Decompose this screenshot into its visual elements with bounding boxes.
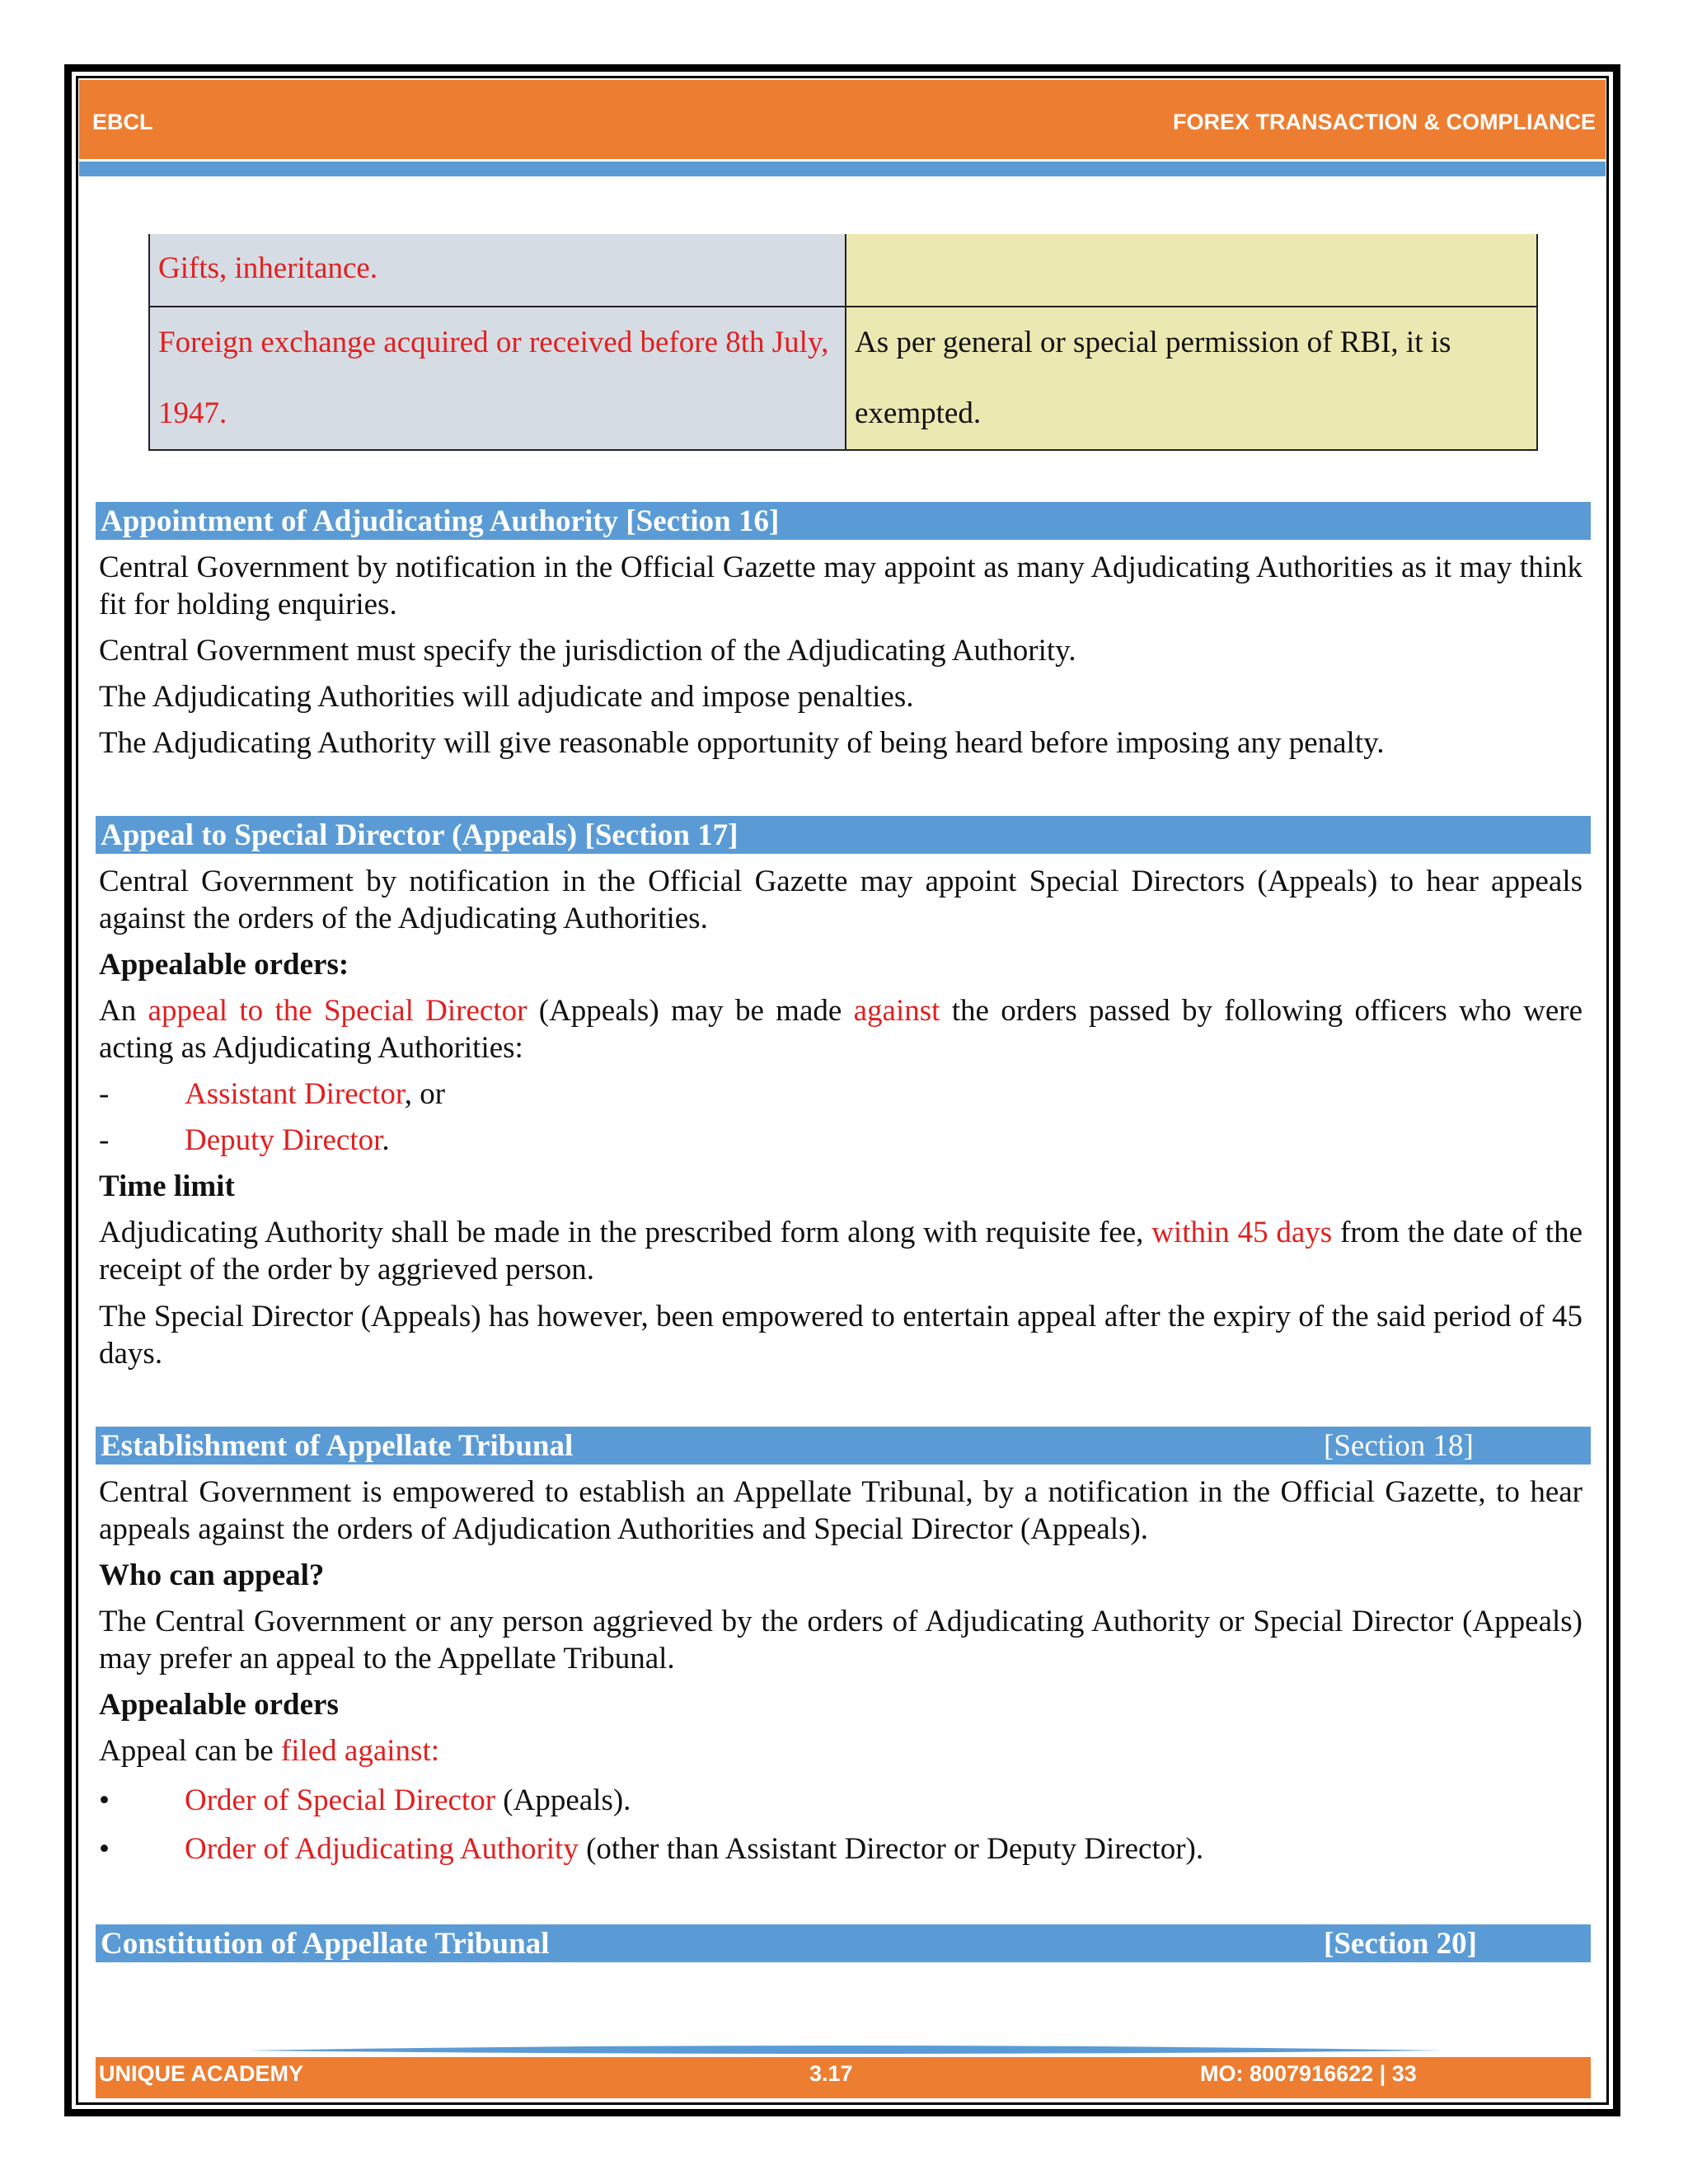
subheading-appealable-orders: Appealable orders: [99, 1688, 339, 1722]
section-title: Constitution of Appellate Tribunal: [101, 1927, 550, 1961]
highlight-text: Assistant Director: [185, 1077, 405, 1111]
section-title: Appeal to Special Director (Appeals) [Section 17]: [101, 818, 738, 852]
table-row: [149, 234, 1537, 307]
page-header: [79, 80, 1606, 159]
text-run: Adjudicating Authority shall be made in the prescribed form along with requisite fee,: [99, 1216, 1152, 1249]
paragraph: Central Government by notification in the Official Gazette may appoint as many Adjudicating Authorities as it may think fit for holding enquiries.: [99, 551, 1582, 621]
paragraph: [99, 1214, 1582, 1288]
subheading-who-can-appeal: Who can appeal?: [99, 1558, 325, 1592]
subheading-time-limit: Time limit: [99, 1169, 235, 1203]
paragraph: [99, 1732, 1582, 1769]
table-cell: Foreign exchange acquired or received before 8th July, 1947.: [149, 307, 846, 450]
header-stripe: [79, 162, 1606, 176]
paragraph: The Special Director (Appeals) has however, been empowered to entertain appeal after the expiry of the said period of 45 days.: [99, 1300, 1582, 1371]
paragraph: [99, 992, 1582, 1066]
text-run: An: [99, 994, 148, 1028]
highlight-text: against: [853, 994, 940, 1028]
highlight-text: Order of Adjudicating Authority: [185, 1832, 579, 1866]
footer-academy-name: UNIQUE ACADEMY: [99, 2061, 304, 2086]
highlight-text: Deputy Director: [185, 1123, 382, 1157]
section-20-heading: [96, 1924, 1591, 1962]
exemption-table: [148, 234, 1538, 451]
paragraph: The Adjudicating Authorities will adjudicate and impose penalties.: [99, 680, 914, 714]
text-run: (Appeals).: [495, 1783, 631, 1817]
footer-swoosh: [247, 2039, 1442, 2055]
section-reference: [Section 18]: [1324, 1429, 1474, 1463]
section-title: Appointment of Adjudicating Authority [Section 16]: [101, 504, 780, 538]
paragraph: Central Government is empowered to establish an Appellate Tribunal, by a notification in the Official Gazette, to hear appeals against the orders of Adjudication Authorities and Special Director (Appeals).: [99, 1475, 1582, 1546]
footer-section-number: 3.17: [809, 2061, 853, 2086]
text-run: .: [382, 1123, 390, 1157]
section-18-heading: [96, 1427, 1591, 1465]
text-run: the orders passed by following officers who were acting as Adjudicating Authorities:: [99, 994, 1582, 1065]
table-cell: [846, 234, 1537, 307]
section-reference: [Section 20]: [1324, 1927, 1477, 1961]
text-run: (Appeals) may be made: [527, 994, 854, 1028]
text-run: Appeal can be: [99, 1734, 281, 1768]
table-cell: Gifts, inheritance.: [149, 234, 846, 307]
highlight-text: appeal to the Special Director: [148, 994, 528, 1028]
table-cell: As per general or special permission of RBI, it is exempted.: [846, 307, 1537, 450]
paragraph: The Central Government or any person aggrieved by the orders of Adjudicating Authority or Special Director (Appeals) may prefer an appeal to the Appellate Tribunal.: [99, 1605, 1582, 1675]
subheading-appealable-orders: Appealable orders:: [99, 948, 349, 982]
highlight-text: Order of Special Director: [185, 1783, 496, 1817]
table-row: [149, 307, 1537, 450]
paragraph: Central Government must specify the jurisdiction of the Adjudicating Authority.: [99, 634, 1076, 668]
text-run: (other than Assistant Director or Deputy Director).: [578, 1832, 1204, 1866]
header-subject-code: EBCL: [92, 110, 153, 134]
section-16-heading: [96, 502, 1591, 540]
bullet-marker: •: [99, 1832, 110, 1866]
dash-marker: -: [99, 1123, 110, 1157]
highlight-text: within 45 days: [1151, 1216, 1333, 1249]
highlight-text: filed against:: [280, 1734, 440, 1768]
text-run: , or: [404, 1077, 446, 1111]
header-subject-title: FOREX TRANSACTION & COMPLIANCE: [1173, 110, 1596, 134]
paragraph: The Adjudicating Authority will give reasonable opportunity of being heard before imposing any penalty.: [99, 726, 1385, 760]
dash-marker: -: [99, 1077, 110, 1111]
text-run: from the date of the receipt of the order by aggrieved person.: [99, 1216, 1582, 1286]
section-title: Establishment of Appellate Tribunal: [101, 1429, 574, 1463]
bullet-marker: •: [99, 1783, 110, 1817]
page-footer: [96, 2057, 1591, 2098]
section-17-heading: [96, 816, 1591, 854]
footer-contact: MO: 8007916622 | 33: [1200, 2061, 1417, 2086]
paragraph: Central Government by notification in the Official Gazette may appoint Special Directors (Appeals) to hear appeals against the orders of the Adjudicating Authorities.: [99, 865, 1582, 935]
